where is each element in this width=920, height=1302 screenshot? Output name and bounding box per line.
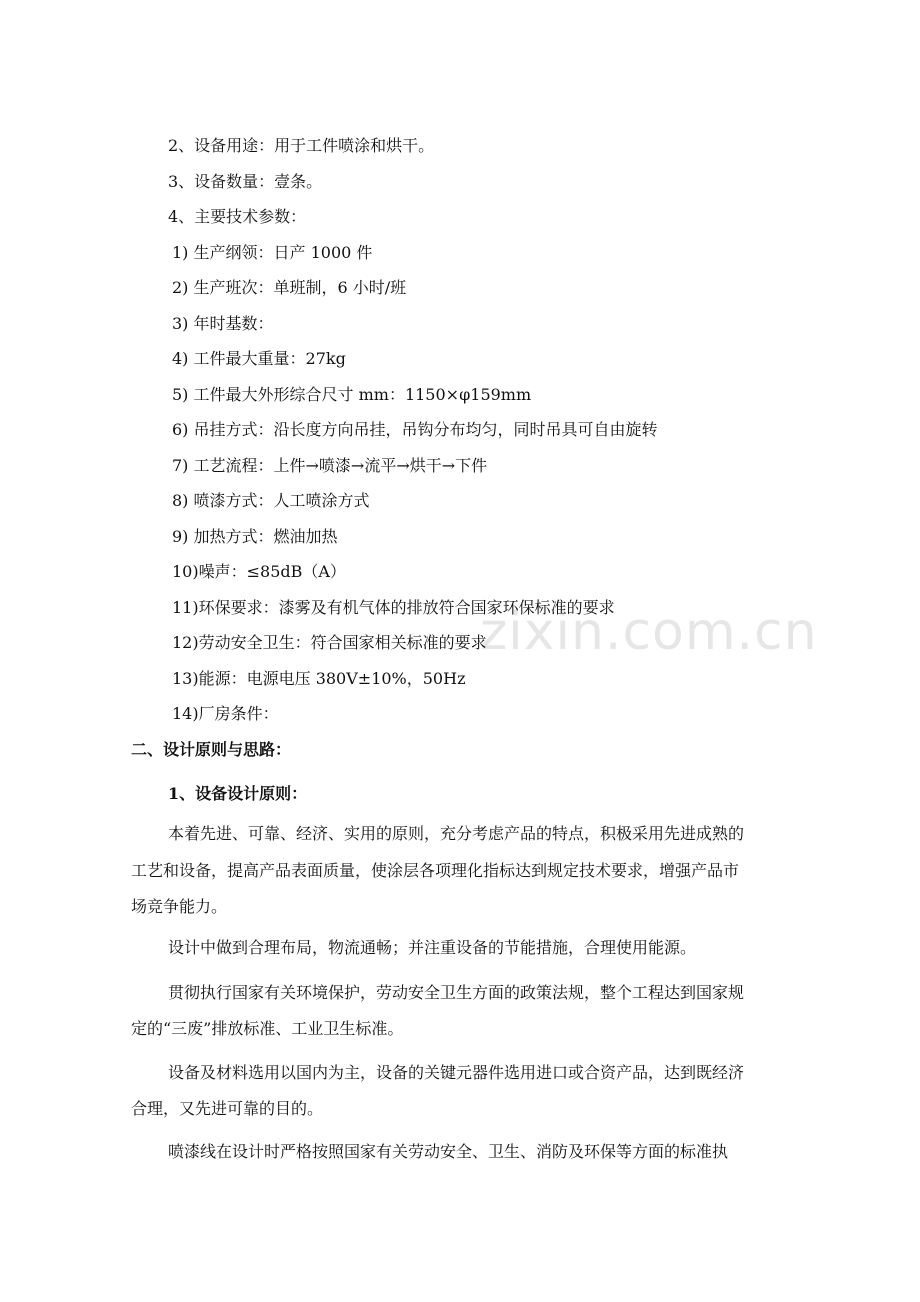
param-noise: 10)噪声：≤85dB（A） xyxy=(172,562,346,581)
param-environment: 11)环保要求：漆雾及有机气体的排放符合国家环保标准的要求 xyxy=(172,598,615,617)
paragraph-principle-line: 本着先进、可靠、经济、实用的原则，充分考虑产品的特点，积极采用先进成熟的 xyxy=(168,824,745,843)
paragraph-layout-line: 设计中做到合理布局，物流通畅；并注重设备的节能措施，合理使用能源。 xyxy=(168,938,697,957)
paragraph-principle-line: 工艺和设备，提高产品表面质量，使涂层各项理化指标达到规定技术要求，增强产品市 xyxy=(131,861,740,880)
section-heading-design-principles: 二、设计原则与思路： xyxy=(131,740,292,759)
item-equipment-quantity: 3、设备数量：壹条。 xyxy=(168,172,323,191)
paragraph-principle-line: 场竞争能力。 xyxy=(131,897,228,916)
item-main-params: 4、主要技术参数： xyxy=(168,207,307,226)
param-safety: 12)劳动安全卫生：符合国家相关标准的要求 xyxy=(172,633,487,652)
watermark: zixin.com.cn xyxy=(480,602,818,662)
paragraph-standards-line: 喷漆线在设计时严格按照国家有关劳动安全、卫生、消防及环保等方面的标准执 xyxy=(168,1142,729,1161)
item-equipment-use: 2、设备用途：用于工件喷涂和烘干。 xyxy=(168,136,435,155)
param-hanging-method: 6) 吊挂方式：沿长度方向吊挂，吊钩分布均匀，同时吊具可自由旋转 xyxy=(172,420,658,439)
param-process-flow: 7) 工艺流程：上件→喷漆→流平→烘干→下件 xyxy=(172,456,488,475)
param-shift: 2) 生产班次：单班制，6 小时/班 xyxy=(172,278,407,297)
paragraph-materials-line: 设备及材料选用以国内为主，设备的关键元器件选用进口或合资产品，达到既经济 xyxy=(168,1063,745,1082)
param-energy: 13)能源：电源电压 380V±10%，50Hz xyxy=(172,669,466,688)
paragraph-regulation-line: 贯彻执行国家有关环境保护，劳动安全卫生方面的政策法规，整个工程达到国家规 xyxy=(168,983,745,1002)
paragraph-regulation-line: 定的“三废”排放标准、工业卫生标准。 xyxy=(131,1019,404,1038)
param-max-weight: 4) 工件最大重量：27kg xyxy=(172,349,346,368)
param-heating-method: 9) 加热方式：燃油加热 xyxy=(172,527,338,546)
paragraph-materials-line: 合理，又先进可靠的目的。 xyxy=(131,1099,324,1118)
param-annual-time: 3) 年时基数： xyxy=(172,314,274,333)
param-max-dimension: 5) 工件最大外形综合尺寸 mm：1150×φ159mm xyxy=(172,385,532,404)
param-painting-method: 8) 喷漆方式：人工喷涂方式 xyxy=(172,491,370,510)
param-production-program: 1) 生产纲领：日产 1000 件 xyxy=(172,243,373,262)
subheading-equipment-design: 1、设备设计原则： xyxy=(168,784,308,803)
param-plant: 14)厂房条件： xyxy=(172,704,279,723)
